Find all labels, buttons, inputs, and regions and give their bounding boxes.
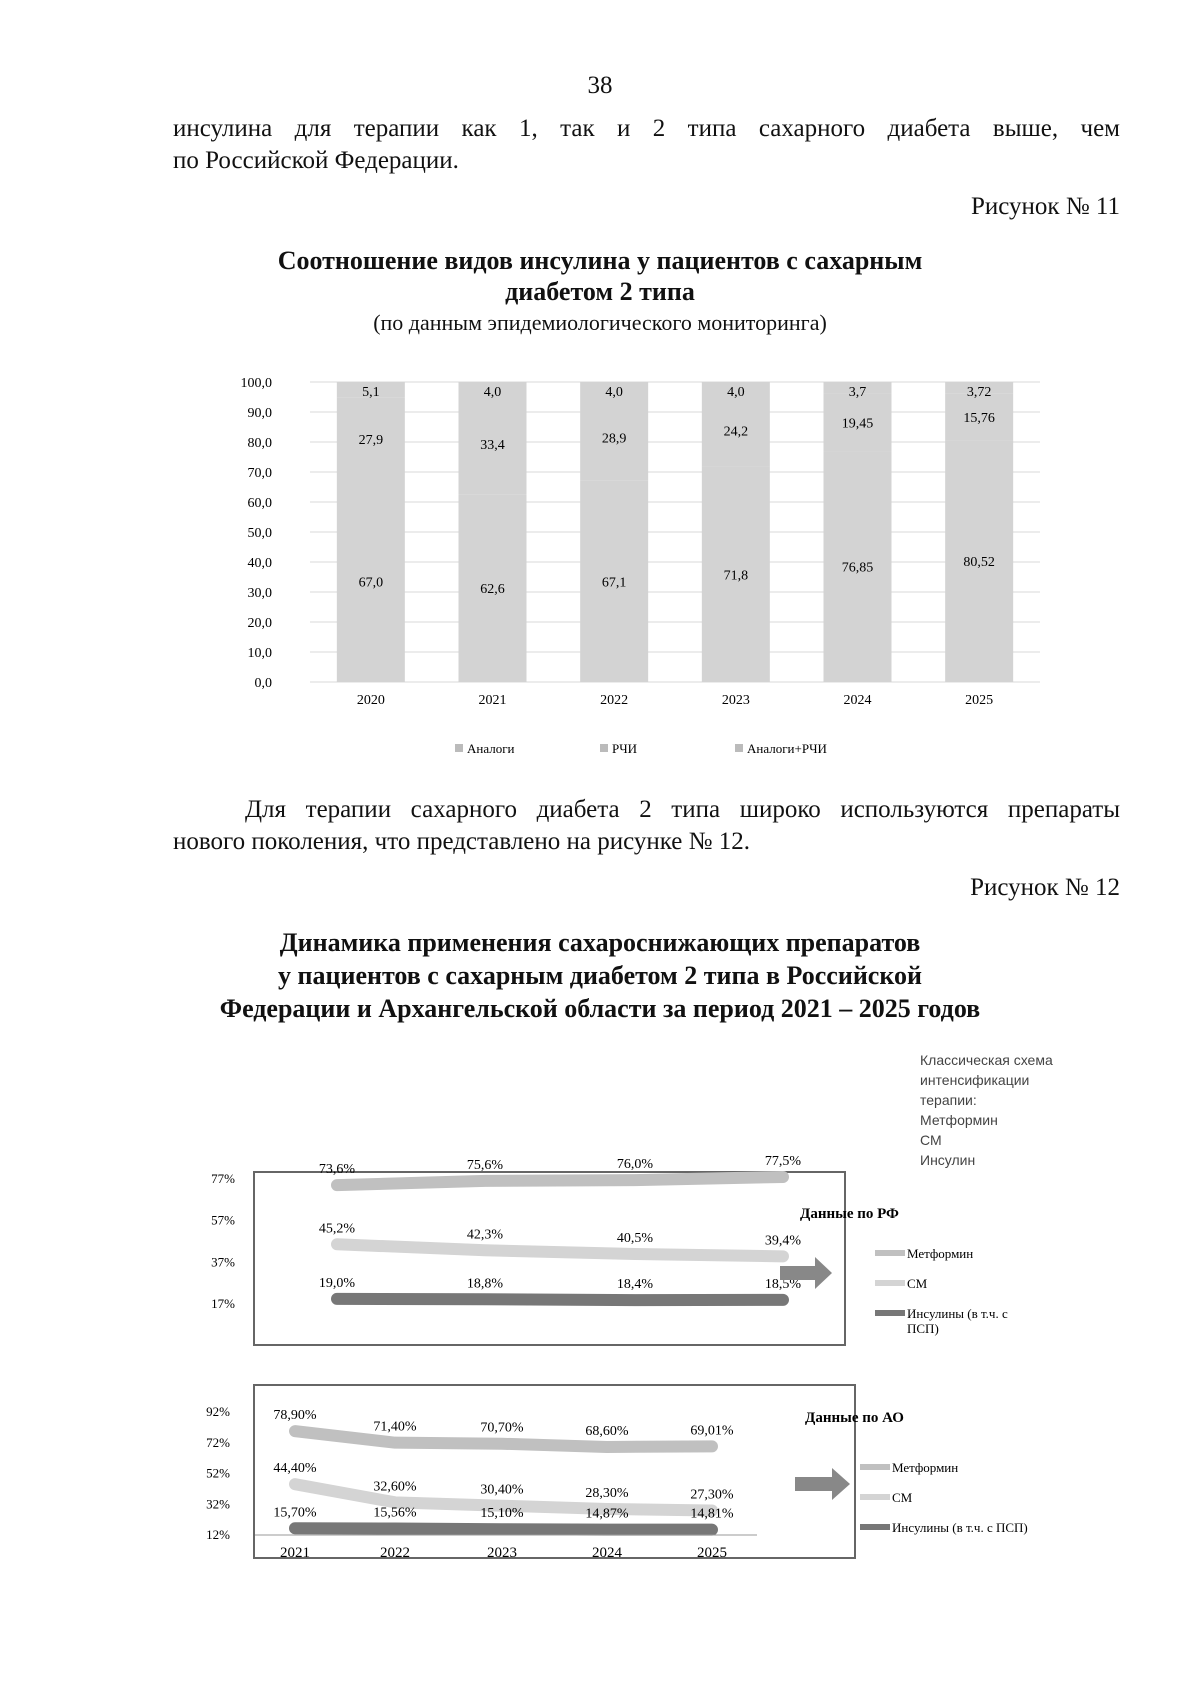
bar-value-label: 33,4 xyxy=(480,438,505,454)
data-label: 18,4% xyxy=(616,1277,654,1293)
data-label: 69,01% xyxy=(690,1423,734,1439)
figure-12-title-line-1: Динамика применения сахароснижающих препаратов xyxy=(279,928,921,957)
insulin-ratio-bar-chart xyxy=(230,360,1060,780)
bar-value-label: 71,8 xyxy=(723,568,749,584)
legend-label: Метформин xyxy=(907,1246,974,1261)
figure-12-title-line-2: у пациентов с сахарным диабетом 2 типа в Российской xyxy=(278,961,922,990)
data-label: 18,8% xyxy=(466,1276,504,1292)
x-tick-label: 2025 xyxy=(965,693,994,708)
data-label: 70,70% xyxy=(480,1420,524,1436)
data-label: 15,70% xyxy=(273,1505,317,1521)
y-tick-label: 57% xyxy=(211,1212,235,1228)
data-label: 73,6% xyxy=(318,1162,356,1178)
bar-value-label: 80,52 xyxy=(963,555,995,571)
paragraph-2-line-2: нового поколения, что представлено на рисунке № 12. xyxy=(173,828,751,855)
x-tick-label: 2025 xyxy=(697,1545,727,1561)
legend-label: Инсулины (в т.ч. с ПСП) xyxy=(892,1520,1028,1535)
bar-value-label: 76,85 xyxy=(841,560,874,576)
y-tick-label: 70,0 xyxy=(247,466,272,481)
x-tick-label: 2023 xyxy=(721,693,750,708)
figure-11-subtitle: (по данным эпидемиологического мониторинга) xyxy=(373,310,827,335)
legend-swatch xyxy=(600,744,608,752)
data-label: 39,4% xyxy=(764,1233,802,1249)
bar-value-label: 3,7 xyxy=(848,385,867,400)
data-label: 76,0% xyxy=(616,1157,654,1173)
bar-value-label: 4,0 xyxy=(483,385,502,400)
legend-label: Метформин xyxy=(892,1460,959,1475)
y-tick-label: 52% xyxy=(206,1465,230,1481)
y-tick-label: 77% xyxy=(211,1171,235,1186)
x-tick-label: 2023 xyxy=(487,1545,517,1561)
data-label: 28,30% xyxy=(585,1485,629,1501)
bar-value-label: 19,45 xyxy=(841,416,874,432)
arrow-icon xyxy=(795,1468,850,1500)
y-tick-label: 80,0 xyxy=(247,436,272,451)
paragraph-1-line-2: по Российской Федерации. xyxy=(173,147,459,174)
figure-11-title-line-2: диабетом 2 типа xyxy=(505,277,695,306)
legend-label: Аналоги+РЧИ xyxy=(747,741,827,756)
legend-label: ПСП) xyxy=(907,1321,939,1336)
x-tick-label: 2022 xyxy=(600,693,629,708)
data-label: 68,60% xyxy=(585,1423,629,1439)
y-tick-label: 92% xyxy=(206,1404,230,1419)
data-label: 30,40% xyxy=(480,1482,524,1498)
data-label: 18,5% xyxy=(764,1276,802,1292)
bar-value-label: 62,6 xyxy=(480,582,505,598)
x-tick-label: 2022 xyxy=(380,1545,410,1561)
panel-title: Данные по АО xyxy=(805,1410,904,1426)
y-tick-label: 32% xyxy=(206,1496,230,1512)
legend-swatch xyxy=(455,744,463,752)
data-label: 75,6% xyxy=(466,1157,504,1173)
legend-label: Аналоги xyxy=(467,741,515,756)
rf-line-chart xyxy=(210,1153,1170,1355)
figure-12-title-line-3: Федерации и Архангельской области за период 2021 – 2025 годов xyxy=(219,994,981,1023)
data-label: 45,2% xyxy=(318,1221,356,1237)
x-tick-label: 2020 xyxy=(356,693,385,708)
series-line xyxy=(337,1299,783,1300)
data-label: 15,56% xyxy=(373,1505,417,1521)
panel-title: Данные по РФ xyxy=(800,1206,899,1222)
y-tick-label: 40,0 xyxy=(247,556,272,571)
data-label: 40,5% xyxy=(616,1231,654,1247)
y-tick-label: 0,0 xyxy=(254,676,272,691)
y-tick-label: 60,0 xyxy=(247,496,272,511)
bar-value-label: 3,72 xyxy=(966,385,992,400)
scheme-note-line: Классическая схема xyxy=(920,1052,1053,1068)
legend-label: СМ xyxy=(907,1276,928,1291)
figure-12-label: Рисунок № 12 xyxy=(970,874,1120,901)
x-tick-label: 2021 xyxy=(280,1545,310,1561)
data-label: 42,3% xyxy=(466,1227,504,1243)
y-tick-label: 100,0 xyxy=(240,376,272,391)
bar-value-label: 67,1 xyxy=(601,575,627,591)
scheme-note-line: интенсификации xyxy=(920,1072,1030,1088)
data-label: 78,90% xyxy=(273,1408,317,1424)
series-line xyxy=(295,1528,712,1529)
legend-label: Инсулины (в т.ч. с xyxy=(907,1306,1008,1321)
y-tick-label: 10,0 xyxy=(247,646,272,661)
data-label: 44,40% xyxy=(273,1461,317,1477)
paragraph-1-line-1: инсулина для терапии как 1, так и 2 типа сахарного диабета выше, чем xyxy=(173,115,1120,142)
y-tick-label: 12% xyxy=(206,1527,230,1542)
y-tick-label: 72% xyxy=(206,1434,230,1450)
therapy-scheme-note xyxy=(920,1050,1053,1170)
y-tick-label: 50,0 xyxy=(247,526,272,541)
data-label: 77,5% xyxy=(764,1153,802,1169)
page-number: 38 xyxy=(587,72,613,99)
y-tick-label: 30,0 xyxy=(247,586,272,601)
x-tick-label: 2024 xyxy=(843,693,872,708)
x-tick-label: 2024 xyxy=(592,1545,622,1561)
bar-value-label: 67,0 xyxy=(358,575,384,591)
scheme-note-line: СМ xyxy=(920,1132,942,1148)
bar-value-label: 5,1 xyxy=(362,385,380,400)
legend-swatch xyxy=(735,744,743,752)
figure-11-label: Рисунок № 11 xyxy=(971,193,1120,220)
x-tick-label: 2021 xyxy=(478,693,507,708)
data-label: 15,10% xyxy=(480,1506,524,1522)
figure-11-title-line-1: Соотношение видов инсулина у пациентов с сахарным xyxy=(277,246,923,275)
bar-value-label: 4,0 xyxy=(727,385,745,400)
data-label: 27,30% xyxy=(690,1487,734,1503)
bar-value-label: 4,0 xyxy=(605,385,623,400)
legend-label: РЧИ xyxy=(612,741,638,756)
y-tick-label: 90,0 xyxy=(247,406,272,421)
legend-label: СМ xyxy=(892,1490,913,1505)
scheme-note-line: терапии: xyxy=(920,1092,977,1108)
y-tick-label: 20,0 xyxy=(247,616,272,631)
series-line xyxy=(337,1244,783,1256)
data-label: 32,60% xyxy=(373,1479,417,1495)
y-tick-label: 37% xyxy=(211,1254,235,1270)
paragraph-2-line-1: Для терапии сахарного диабета 2 типа широко используются препараты xyxy=(245,796,1120,823)
y-tick-label: 17% xyxy=(211,1296,235,1311)
scheme-note-line: Метформин xyxy=(920,1112,998,1128)
bar-value-label: 28,9 xyxy=(601,431,627,447)
data-label: 19,0% xyxy=(318,1275,356,1291)
bar-value-label: 15,76 xyxy=(963,410,995,426)
data-label: 14,81% xyxy=(690,1506,734,1522)
bar-value-label: 27,9 xyxy=(358,433,384,449)
data-label: 14,87% xyxy=(585,1506,629,1522)
ao-line-chart xyxy=(206,1375,1170,1565)
bar-value-label: 24,2 xyxy=(723,424,749,440)
scheme-note-line: Инсулин xyxy=(920,1152,976,1168)
series-line xyxy=(337,1177,783,1185)
data-label: 71,40% xyxy=(373,1419,417,1435)
